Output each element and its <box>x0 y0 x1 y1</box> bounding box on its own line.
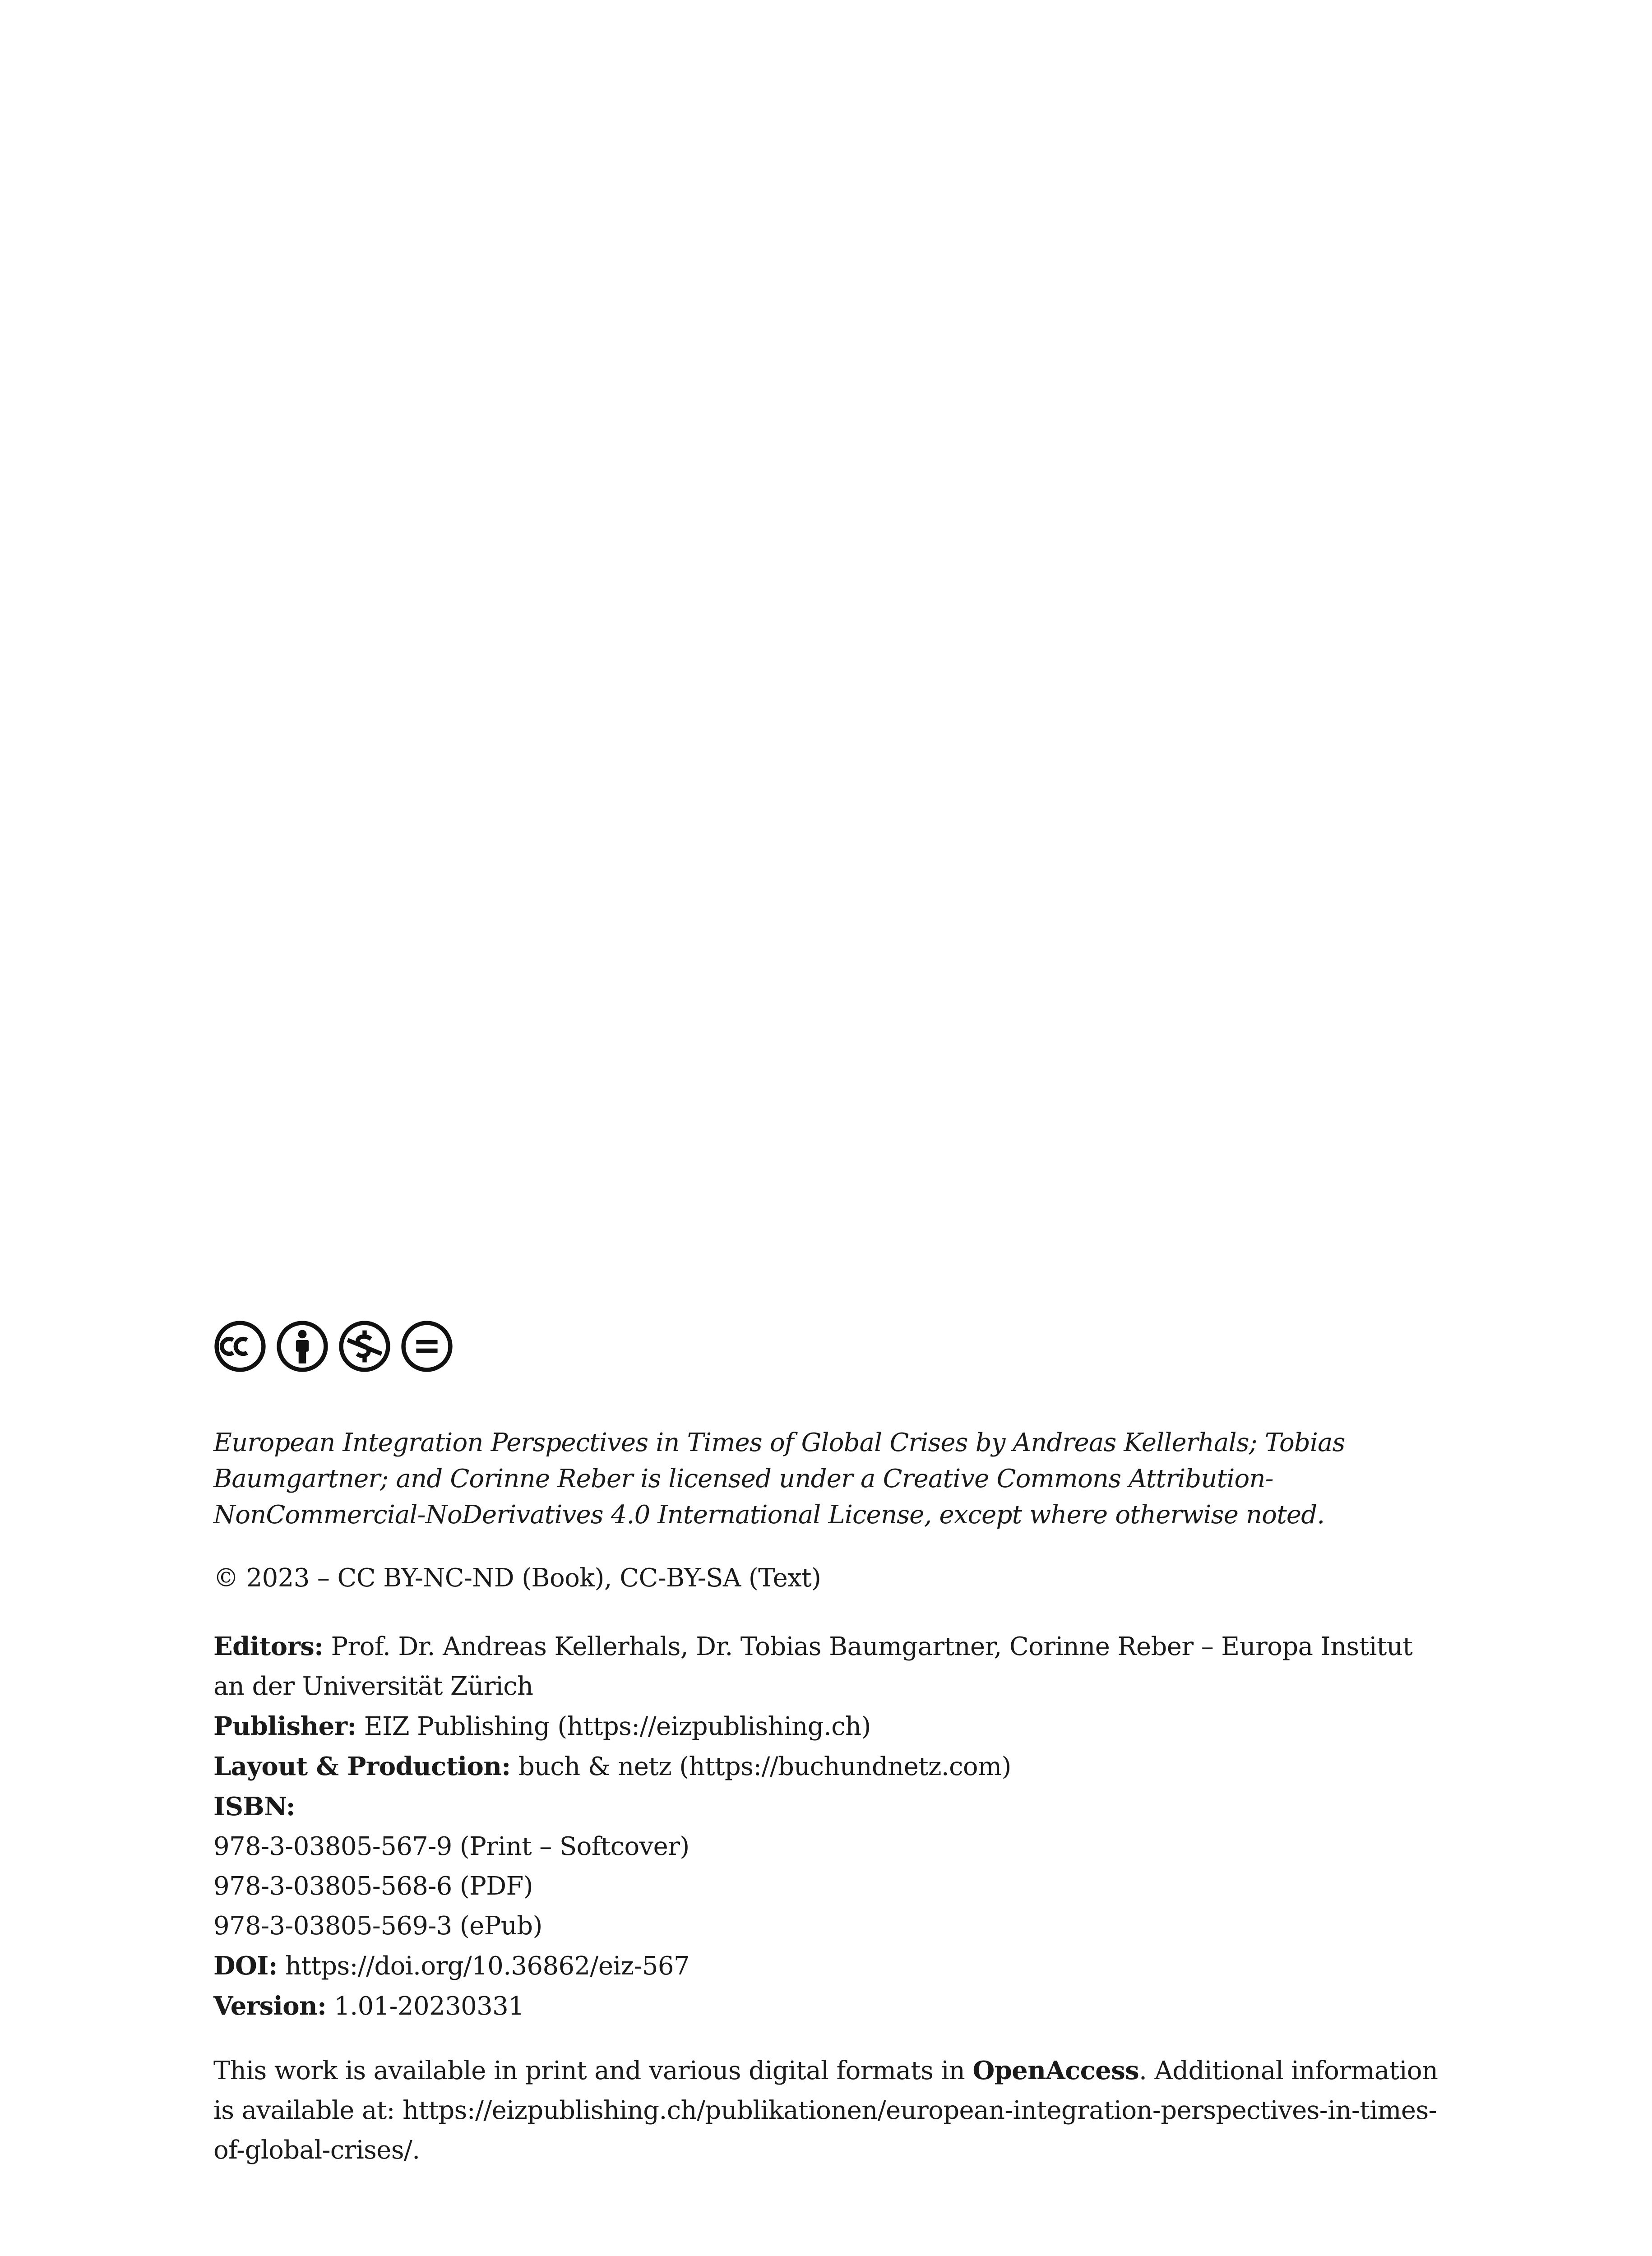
publication-metadata <box>213 1627 1441 2026</box>
doi-row <box>213 1946 1441 1986</box>
editors-row <box>213 1627 1441 1706</box>
openaccess-label: OpenAccess <box>972 2056 1139 2085</box>
version-label: Version: <box>213 1991 327 2021</box>
cc-license-icons <box>213 1320 453 1373</box>
isbn-row <box>213 1787 1441 1827</box>
version-value: 1.01-20230331 <box>326 1992 524 2021</box>
layout-production-value: buch & netz (https://buchundnetz.com) <box>510 1752 1011 1781</box>
isbn-label: ISBN: <box>213 1792 295 1821</box>
layout-production-label: Layout & Production: <box>213 1752 511 1781</box>
doi-value: https://doi.org/10.36862/eiz-567 <box>277 1951 689 1981</box>
isbn-item: 978-3-03805-568-6 (PDF) <box>213 1872 533 1901</box>
publisher-label: Publisher: <box>213 1711 356 1741</box>
cc-icon <box>213 1320 267 1373</box>
editors-label: Editors: <box>213 1632 324 1661</box>
availability-prefix: This work is available in print and various digital formats in <box>213 2056 973 2085</box>
publisher-value: EIZ Publishing (https://eizpublishing.ch) <box>356 1712 871 1741</box>
version-row <box>213 1986 1441 2026</box>
editors-value: Prof. Dr. Andreas Kellerhals, Dr. Tobias Baumgartner, Corinne Reber – Europa Institut an der Universität Zürich <box>213 1632 1413 1701</box>
copyright-line: © 2023 – CC BY-NC-ND (Book), CC-BY-SA (Text) <box>213 1563 821 1593</box>
noderivatives-equals-icon <box>400 1320 453 1373</box>
isbn-item: 978-3-03805-569-3 (ePub) <box>213 1911 542 1941</box>
noncommercial-dollar-icon <box>338 1320 391 1373</box>
attribution-person-icon <box>276 1320 329 1373</box>
layout-production-row <box>213 1747 1441 1787</box>
isbn-item: 978-3-03805-567-9 (Print – Softcover) <box>213 1832 689 1861</box>
publisher-row <box>213 1706 1441 1747</box>
license-statement: European Integration Perspectives in Times of Global Crises by Andreas Kellerhals; Tobias Baumgartner; and Corinne Reber is licensed under a Creative Commons Attribution-NonCommercial-NoDerivatives 4.0 International License, except where otherwise noted. <box>213 1428 1345 1530</box>
doi-label: DOI: <box>213 1951 278 1981</box>
availability-suffix: . Additional information is available at: https://eizpublishing.ch/publikationen/european-integration-perspectives-in-times-of-global-crises/. <box>213 2056 1438 2165</box>
availability-note <box>213 2051 1441 2170</box>
